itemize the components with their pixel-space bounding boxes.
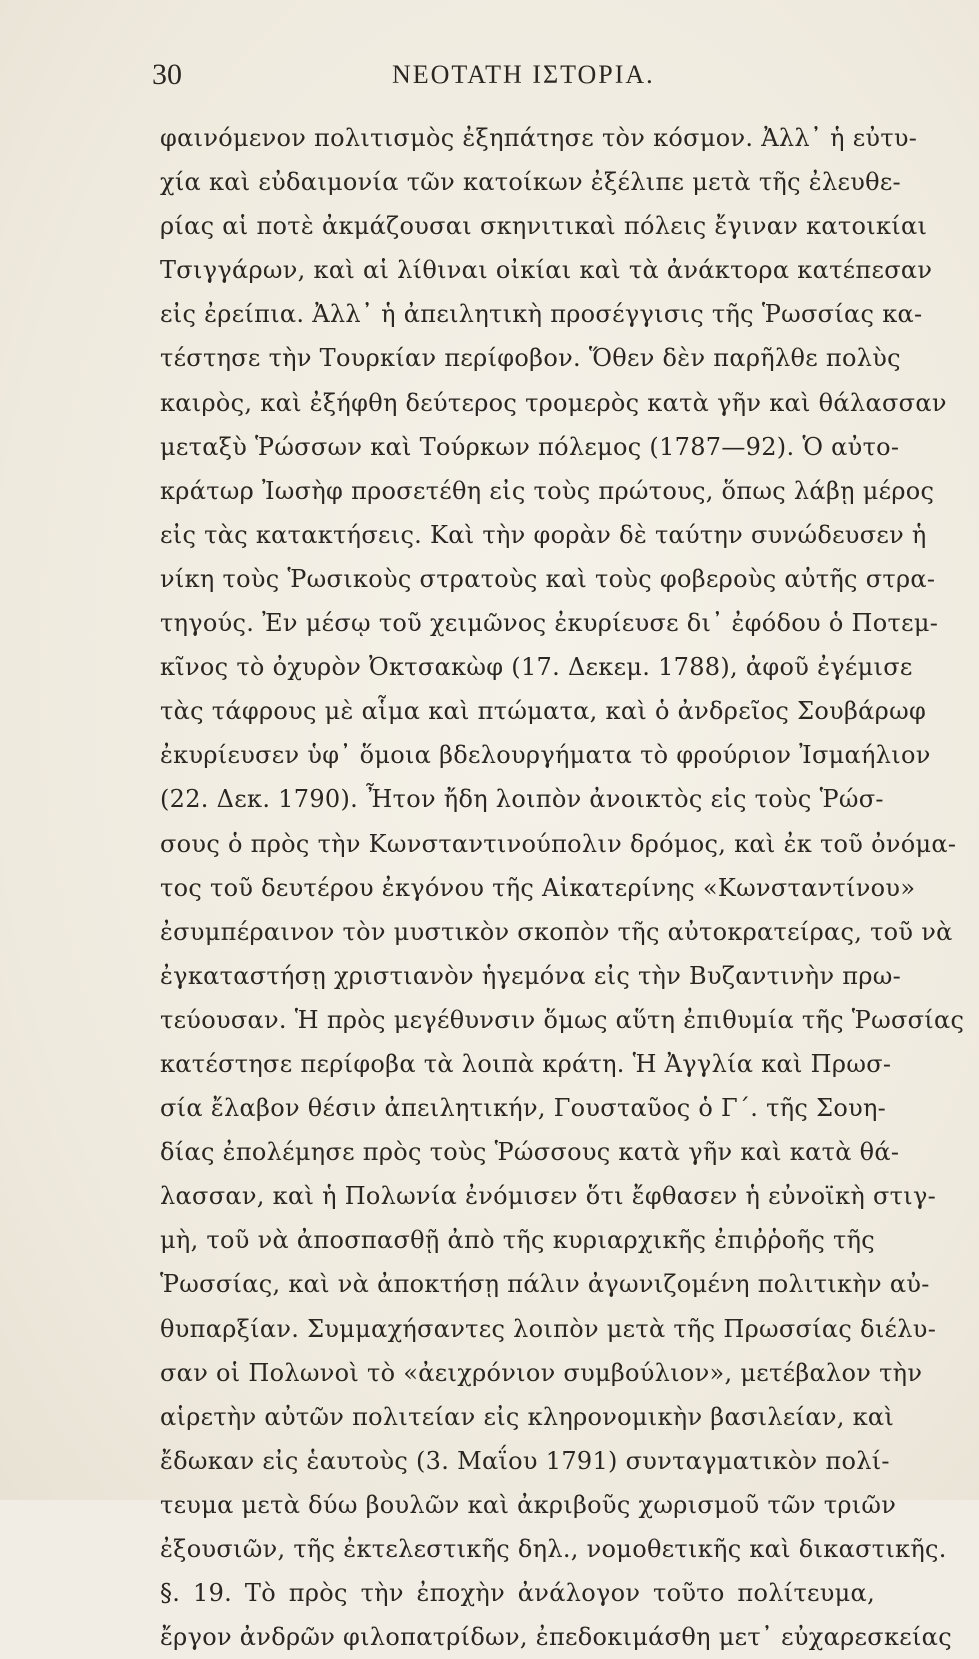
text-line: φαινόμενον πολιτισμὸς ἐξηπάτησε τὸν κόσμον. Ἀλλ᾽ ἡ εὐτυ- [160,124,918,152]
text-line: αἱρετὴν αὐτῶν πολιτείαν εἰς κληρονομικὴν βασιλείαν, καὶ [160,1402,895,1431]
text-line: κατέστησε περίφοβα τὰ λοιπὰ κράτη. Ἡ Ἀγγλία καὶ Πρωσ- [160,1049,892,1078]
text-line: (22. Δεκ. 1790). Ἦτον ἤδη λοιπὸν ἀνοικτὸς εἰς τοὺς Ῥώσ- [160,785,884,814]
text-line: Ῥωσσίας, καὶ νὰ ἀποκτήσῃ πάλιν ἀγωνιζομένη πολιτικὴν αὐ- [160,1270,930,1299]
text-line: καιρὸς, καὶ ἐξήφθη δεύτερος τρομερὸς κατὰ γῆν καὶ θάλασσαν [160,388,947,417]
page-number: 30 [152,58,182,91]
page-header [152,58,872,98]
text-line: δίας ἐπολέμησε πρὸς τοὺς Ῥώσσους κατὰ γῆν καὶ κατὰ θά- [160,1138,900,1167]
text-line: εἰς τὰς κατακτήσεις. Καὶ τὴν φορὰν δὲ ταύτην συνώδευσεν ἡ [160,520,927,549]
text-line: κῖνος τὸ ὀχυρὸν Ὀκτσακὼφ (17. Δεκεμ. 1788), ἀφοῦ ἐγέμισε [160,653,913,682]
text-line: §. 19. Τὸ πρὸς τὴν ἐποχὴν ἀνάλογον τοῦτο πολίτευμα, [160,1579,875,1608]
text-line: ρίας αἱ ποτὲ ἀκμάζουσαι σκηνιτικαὶ πόλεις ἔγιναν κατοικίαι [160,212,928,241]
text-line: τευμα μετὰ δύω βουλῶν καὶ ἀκριβοῦς χωρισμοῦ τῶν τριῶν [160,1490,897,1519]
text-line: ἔργον ἀνδρῶν φιλοπατρίδων, ἐπεδοκιμάσθη μετ᾽ εὐχαρεσκείας [160,1623,952,1652]
text-line: τὰς τάφρους μὲ αἷμα καὶ πτώματα, καὶ ὁ ἀνδρεῖος Σουβάρωφ [160,697,927,726]
text-line: μὴ, τοῦ νὰ ἀποσπασθῇ ἀπὸ τῆς κυριαρχικῆς ἐπιῤῥοῆς τῆς [160,1226,876,1255]
text-line: ἐσυμπέραινον τὸν μυστικὸν σκοπὸν τῆς αὐτοκρατείρας, τοῦ νὰ [160,917,953,946]
text-line: ἔδωκαν εἰς ἑαυτοὺς (3. Μαΐου 1791) συνταγματικὸν πολί- [160,1446,890,1475]
text-line: Τσιγγάρων, καὶ αἱ λίθιναι οἰκίαι καὶ τὰ ἀνάκτορα κατέπεσαν [160,256,933,285]
text-line: νίκη τοὺς Ῥωσικοὺς στρατοὺς καὶ τοὺς φοβεροὺς αὐτῆς στρα- [160,564,936,593]
text-line: ἐγκαταστήσῃ χριστιανὸν ἡγεμόνα εἰς τὴν Βυζαντινὴν πρω- [160,961,902,990]
text-line: τηγούς. Ἐν μέσῳ τοῦ χειμῶνος ἐκυρίευσε δι᾽ ἐφόδου ὁ Ποτεμ- [160,609,939,638]
body-text [160,116,965,1659]
text-line: λασσαν, καὶ ἡ Πολωνία ἐνόμισεν ὅτι ἔφθασεν ἡ εὐνοϊκὴ στιγ- [160,1182,937,1211]
running-head: ΝΕΟΤΑΤΗ ΙΣΤΟΡΙΑ. [392,60,655,89]
text-line: χία καὶ εὐδαιμονία τῶν κατοίκων ἐξέλιπε μετὰ τῆς ἐλευθε- [160,168,901,197]
text-line: κράτωρ Ἰωσὴφ προσετέθη εἰς τοὺς πρώτους, ὅπως λάβῃ μέρος [160,476,935,505]
text-line: σαν οἱ Πολωνοὶ τὸ «ἀειχρόνιον συμβούλιον», μετέβαλον τὴν [160,1358,923,1387]
text-line: σία ἔλαβον θέσιν ἀπειλητικήν, Γουσταῦος ὁ Γ´. τῆς Σουη- [160,1094,887,1123]
text-line: θυπαρξίαν. Συμμαχήσαντες λοιπὸν μετὰ τῆς Πρωσσίας διέλυ- [160,1314,937,1343]
text-line: σους ὁ πρὸς τὴν Κωνσταντινούπολιν δρόμος, καὶ ἐκ τοῦ ὀνόμα- [160,829,957,858]
text-line: μεταξὺ Ῥώσσων καὶ Τούρκων πόλεμος (1787—92). Ὁ αὐτο- [160,432,900,461]
text-line: τέστησε τὴν Τουρκίαν περίφοβον. Ὅθεν δὲν παρῆλθε πολὺς [160,344,901,373]
text-line: τεύουσαν. Ἡ πρὸς μεγέθυνσιν ὅμως αὕτη ἐπιθυμία τῆς Ῥωσσίας [160,1005,965,1034]
text-line: τος τοῦ δευτέρου ἐκγόνου τῆς Αἰκατερίνης «Κωνσταντίνου» [160,873,916,902]
text-line: ἐξουσιῶν, τῆς ἐκτελεστικῆς δηλ., νομοθετικῆς καὶ δικαστικῆς. [160,1535,947,1563]
text-line: ἐκυρίευσεν ὑφ᾽ ὅμοια βδελουργήματα τὸ φρούριον Ἰσμαήλιον [160,741,931,770]
text-line: εἰς ἐρείπια. Ἀλλ᾽ ἡ ἀπειλητικὴ προσέγγισις τῆς Ῥωσσίας κα- [160,300,923,329]
